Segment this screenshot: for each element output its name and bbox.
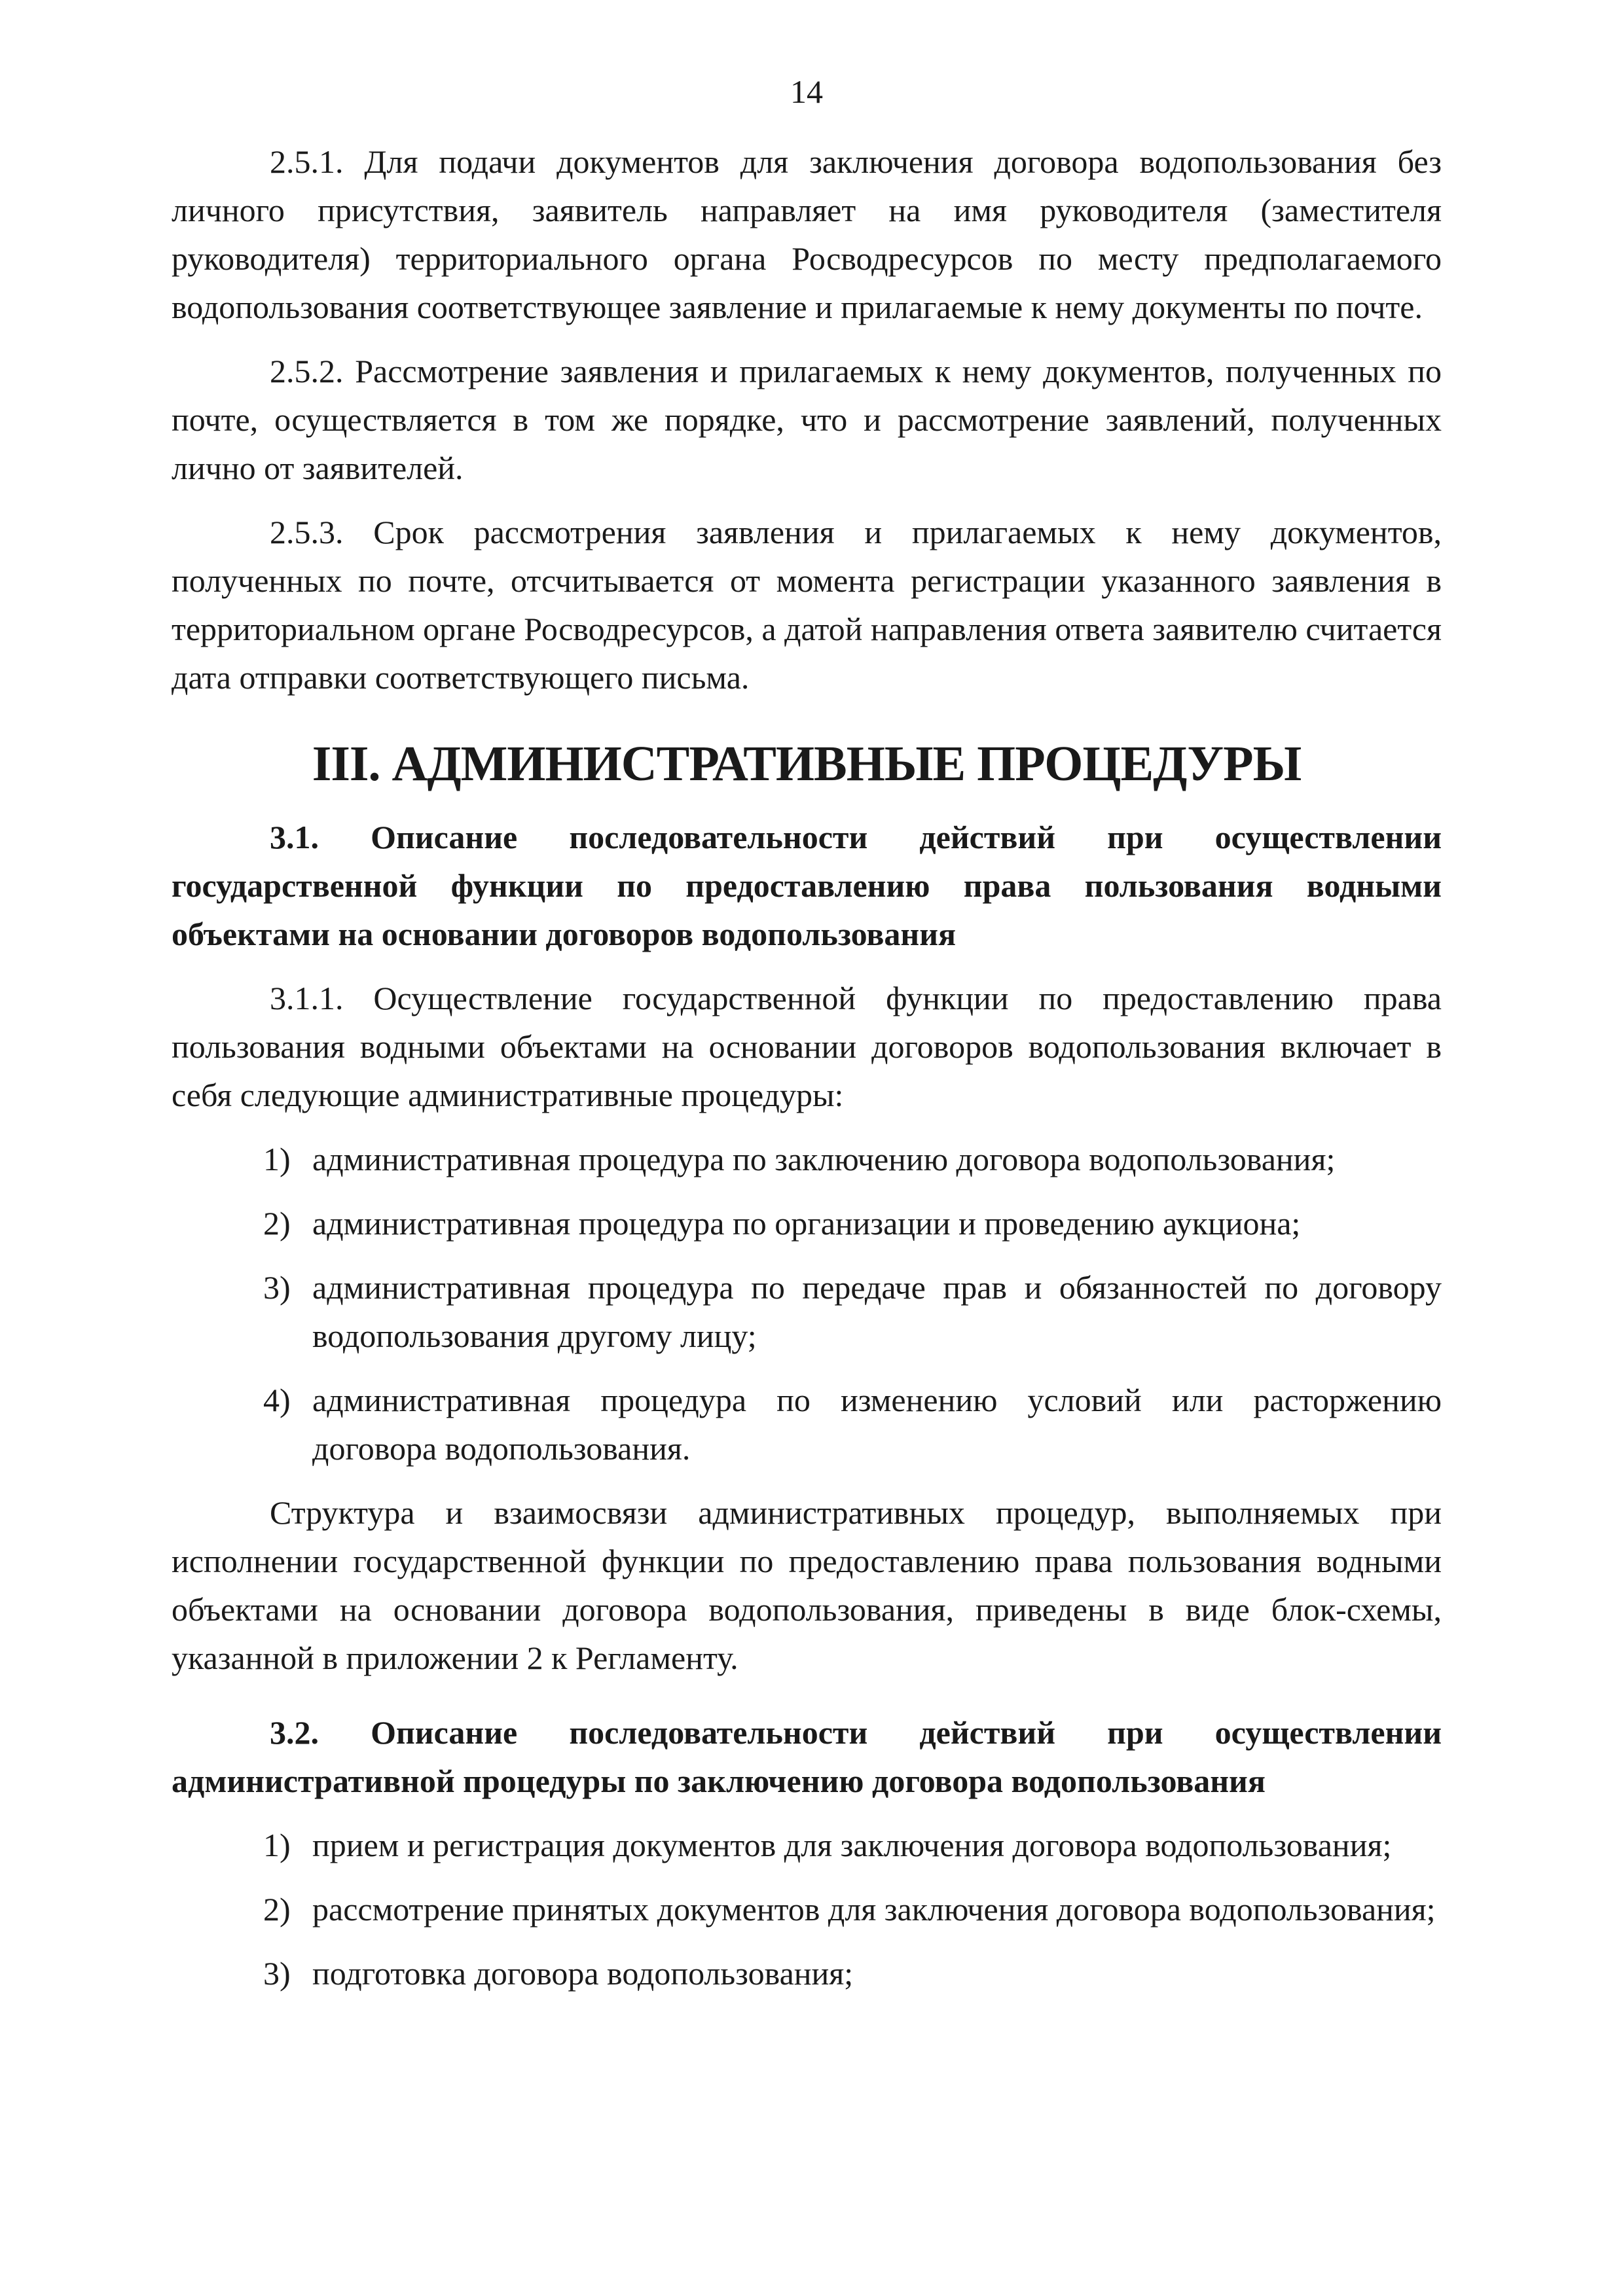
page-number: 14: [790, 73, 823, 110]
subheading-3-1: 3.1. Описание последовательности действий при осуществлении государственной функции по предоставлению права пользования водными объектами на основании договоров водопользования: [172, 819, 1442, 952]
list-item: [172, 1885, 1442, 1933]
paragraph-2-5-2: 2.5.2. Рассмотрение заявления и прилагаемых к нему документов, полученных по почте, осуществляется в том же порядке, что и рассмотрение заявлений, полученных лично от заявителей.: [172, 353, 1442, 486]
list-item: [172, 1376, 1442, 1473]
list-item-text: административная процедура по передаче прав и обязанностей по договору водопользования другому лицу;: [312, 1269, 1442, 1354]
paragraph-2-5-3: 2.5.3. Срок рассмотрения заявления и прилагаемых к нему документов, полученных по почте, отсчитывается от момента регистрации указанного заявления в территориальном органе Росводресурсов, а датой направления ответа заявителю считается дата отправки соответствующего письма.: [172, 514, 1442, 696]
actions-list: [172, 1821, 1442, 1998]
list-item-text: рассмотрение принятых документов для заключения договора водопользования;: [312, 1891, 1436, 1928]
list-item-number: 1): [263, 1141, 291, 1177]
list-item: [172, 1199, 1442, 1247]
section-title: III. АДМИНИСТРАТИВНЫЕ ПРОЦЕДУРЫ: [312, 736, 1302, 791]
list-item-number: 3): [263, 1955, 291, 1992]
list-item-number: 2): [263, 1891, 291, 1928]
list-item-number: 3): [263, 1269, 291, 1306]
list-item-number: 1): [263, 1827, 291, 1863]
paragraph-structure: Структура и взаимосвязи административных процедур, выполняемых при исполнении государственной функции по предоставлению права пользования водными объектами на основании договора водопользования, приведены в виде блок-схемы, указанной в приложении 2 к Регламенту.: [172, 1494, 1442, 1676]
list-item: [172, 1135, 1442, 1183]
list-item-text: административная процедура по организации и проведению аукциона;: [312, 1205, 1301, 1242]
list-item-text: административная процедура по изменению условий или расторжению договора водопользования.: [312, 1382, 1442, 1467]
procedures-list: [172, 1135, 1442, 1473]
paragraph-2-5-1: 2.5.1. Для подачи документов для заключения договора водопользования без личного присутствия, заявитель направляет на имя руководителя (заместителя руководителя) территориального органа Росводресурсов по месту предполагаемого водопользования соответствующее заявление и прилагаемые к нему документы по почте.: [172, 143, 1442, 325]
list-item-text: подготовка договора водопользования;: [312, 1955, 854, 1992]
list-item: [172, 1821, 1442, 1869]
list-item-text: прием и регистрация документов для заключения договора водопользования;: [312, 1827, 1392, 1863]
subheading-3-2: 3.2. Описание последовательности действий при осуществлении административной процедуры по заключению договора водопользования: [172, 1714, 1442, 1799]
list-item-number: 4): [263, 1382, 291, 1418]
list-item: [172, 1263, 1442, 1360]
document-page: [172, 72, 1442, 1998]
list-item-text: административная процедура по заключению договора водопользования;: [312, 1141, 1336, 1177]
paragraph-3-1-1: 3.1.1. Осуществление государственной функции по предоставлению права пользования водными объектами на основании договоров водопользования включает в себя следующие административные процедуры:: [172, 980, 1442, 1113]
list-item: [172, 1949, 1442, 1998]
list-item-number: 2): [263, 1205, 291, 1242]
